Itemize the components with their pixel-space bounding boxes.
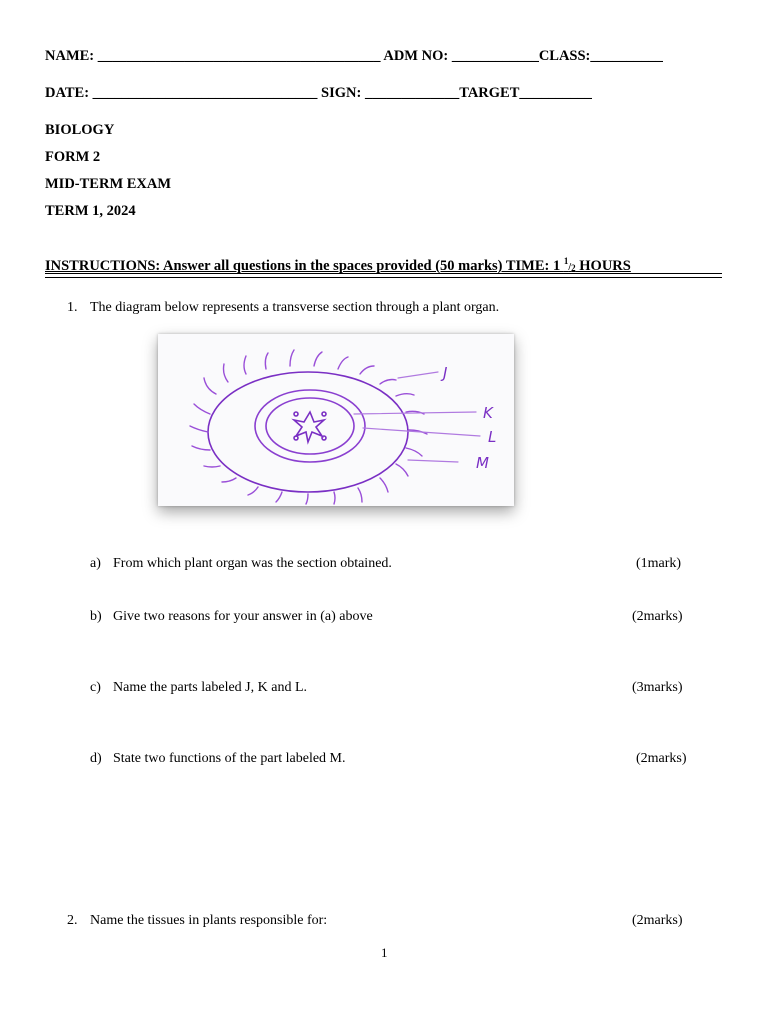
- plant-section-diagram: [158, 334, 514, 506]
- fraction-denominator: 2: [571, 263, 576, 273]
- q1-part-d-text: State two functions of the part labeled M.: [113, 751, 346, 766]
- class-blank[interactable]: __________: [590, 48, 663, 64]
- name-blank[interactable]: _______________________________________: [97, 48, 381, 64]
- target-blank[interactable]: __________: [519, 85, 592, 101]
- date-row: [45, 85, 592, 102]
- adm-blank[interactable]: ____________: [451, 48, 539, 64]
- q1-part-d-label: d): [90, 751, 102, 766]
- target-label: TARGET: [459, 85, 520, 101]
- instructions-text: INSTRUCTIONS: Answer all questions in the spaces provided (50 marks) TIME: 1: [45, 258, 564, 274]
- phloem-patch: [322, 412, 326, 416]
- label-m: M: [476, 454, 489, 472]
- form-level: FORM 2: [45, 149, 101, 165]
- question-2-text: Name the tissues in plants responsible for:: [90, 913, 328, 928]
- q1-part-b-marks: (2marks): [632, 609, 683, 624]
- page-number: 1: [381, 945, 388, 960]
- subject: BIOLOGY: [45, 122, 115, 138]
- q1-part-c-marks: (3marks): [632, 680, 683, 695]
- label-k: K: [483, 404, 493, 422]
- question-2-number: 2.: [67, 913, 78, 928]
- label-j: J: [443, 364, 448, 382]
- q1-part-a-marks: (1mark): [636, 556, 682, 571]
- double-rule-bottom: [45, 277, 722, 278]
- question-2-marks: (2marks): [632, 913, 683, 928]
- q1-part-c-label: c): [90, 680, 101, 695]
- instructions-hours: HOURS: [575, 258, 631, 274]
- date-blank[interactable]: _______________________________: [92, 85, 318, 101]
- cortex-inner-outline: [255, 390, 365, 462]
- q1-part-a-text: From which plant organ was the section obtained.: [113, 556, 392, 571]
- exam-name: MID-TERM EXAM: [45, 176, 172, 192]
- adm-label: ADM NO:: [383, 48, 449, 64]
- root-hairs: [190, 350, 427, 504]
- question-1-number: 1.: [67, 300, 78, 315]
- phloem-patch: [294, 436, 298, 440]
- date-label: DATE:: [45, 85, 90, 101]
- label-l: L: [488, 428, 497, 446]
- question-1-text: The diagram below represents a transverse section through a plant organ.: [90, 300, 500, 315]
- q1-part-b-label: b): [90, 609, 102, 624]
- plant-section-drawing: [158, 334, 514, 506]
- phloem-patch: [322, 436, 326, 440]
- q1-part-b-text: Give two reasons for your answer in (a) above: [113, 609, 373, 624]
- q1-part-c-text: Name the parts labeled J, K and L.: [113, 680, 307, 695]
- double-rule-top: [45, 273, 722, 274]
- endodermis-outline: [266, 398, 354, 454]
- exam-term: TERM 1, 2024: [45, 203, 136, 219]
- name-row: [45, 48, 663, 65]
- name-label: NAME:: [45, 48, 95, 64]
- q1-part-d-marks: (2marks): [636, 751, 687, 766]
- phloem-patch: [294, 412, 298, 416]
- class-label: CLASS:: [538, 48, 591, 64]
- sign-label: SIGN:: [321, 85, 362, 101]
- q1-part-a-label: a): [90, 556, 101, 571]
- fraction-separator: /: [568, 262, 572, 273]
- sign-blank[interactable]: _____________: [364, 85, 460, 101]
- fraction-numerator: 1: [563, 256, 569, 266]
